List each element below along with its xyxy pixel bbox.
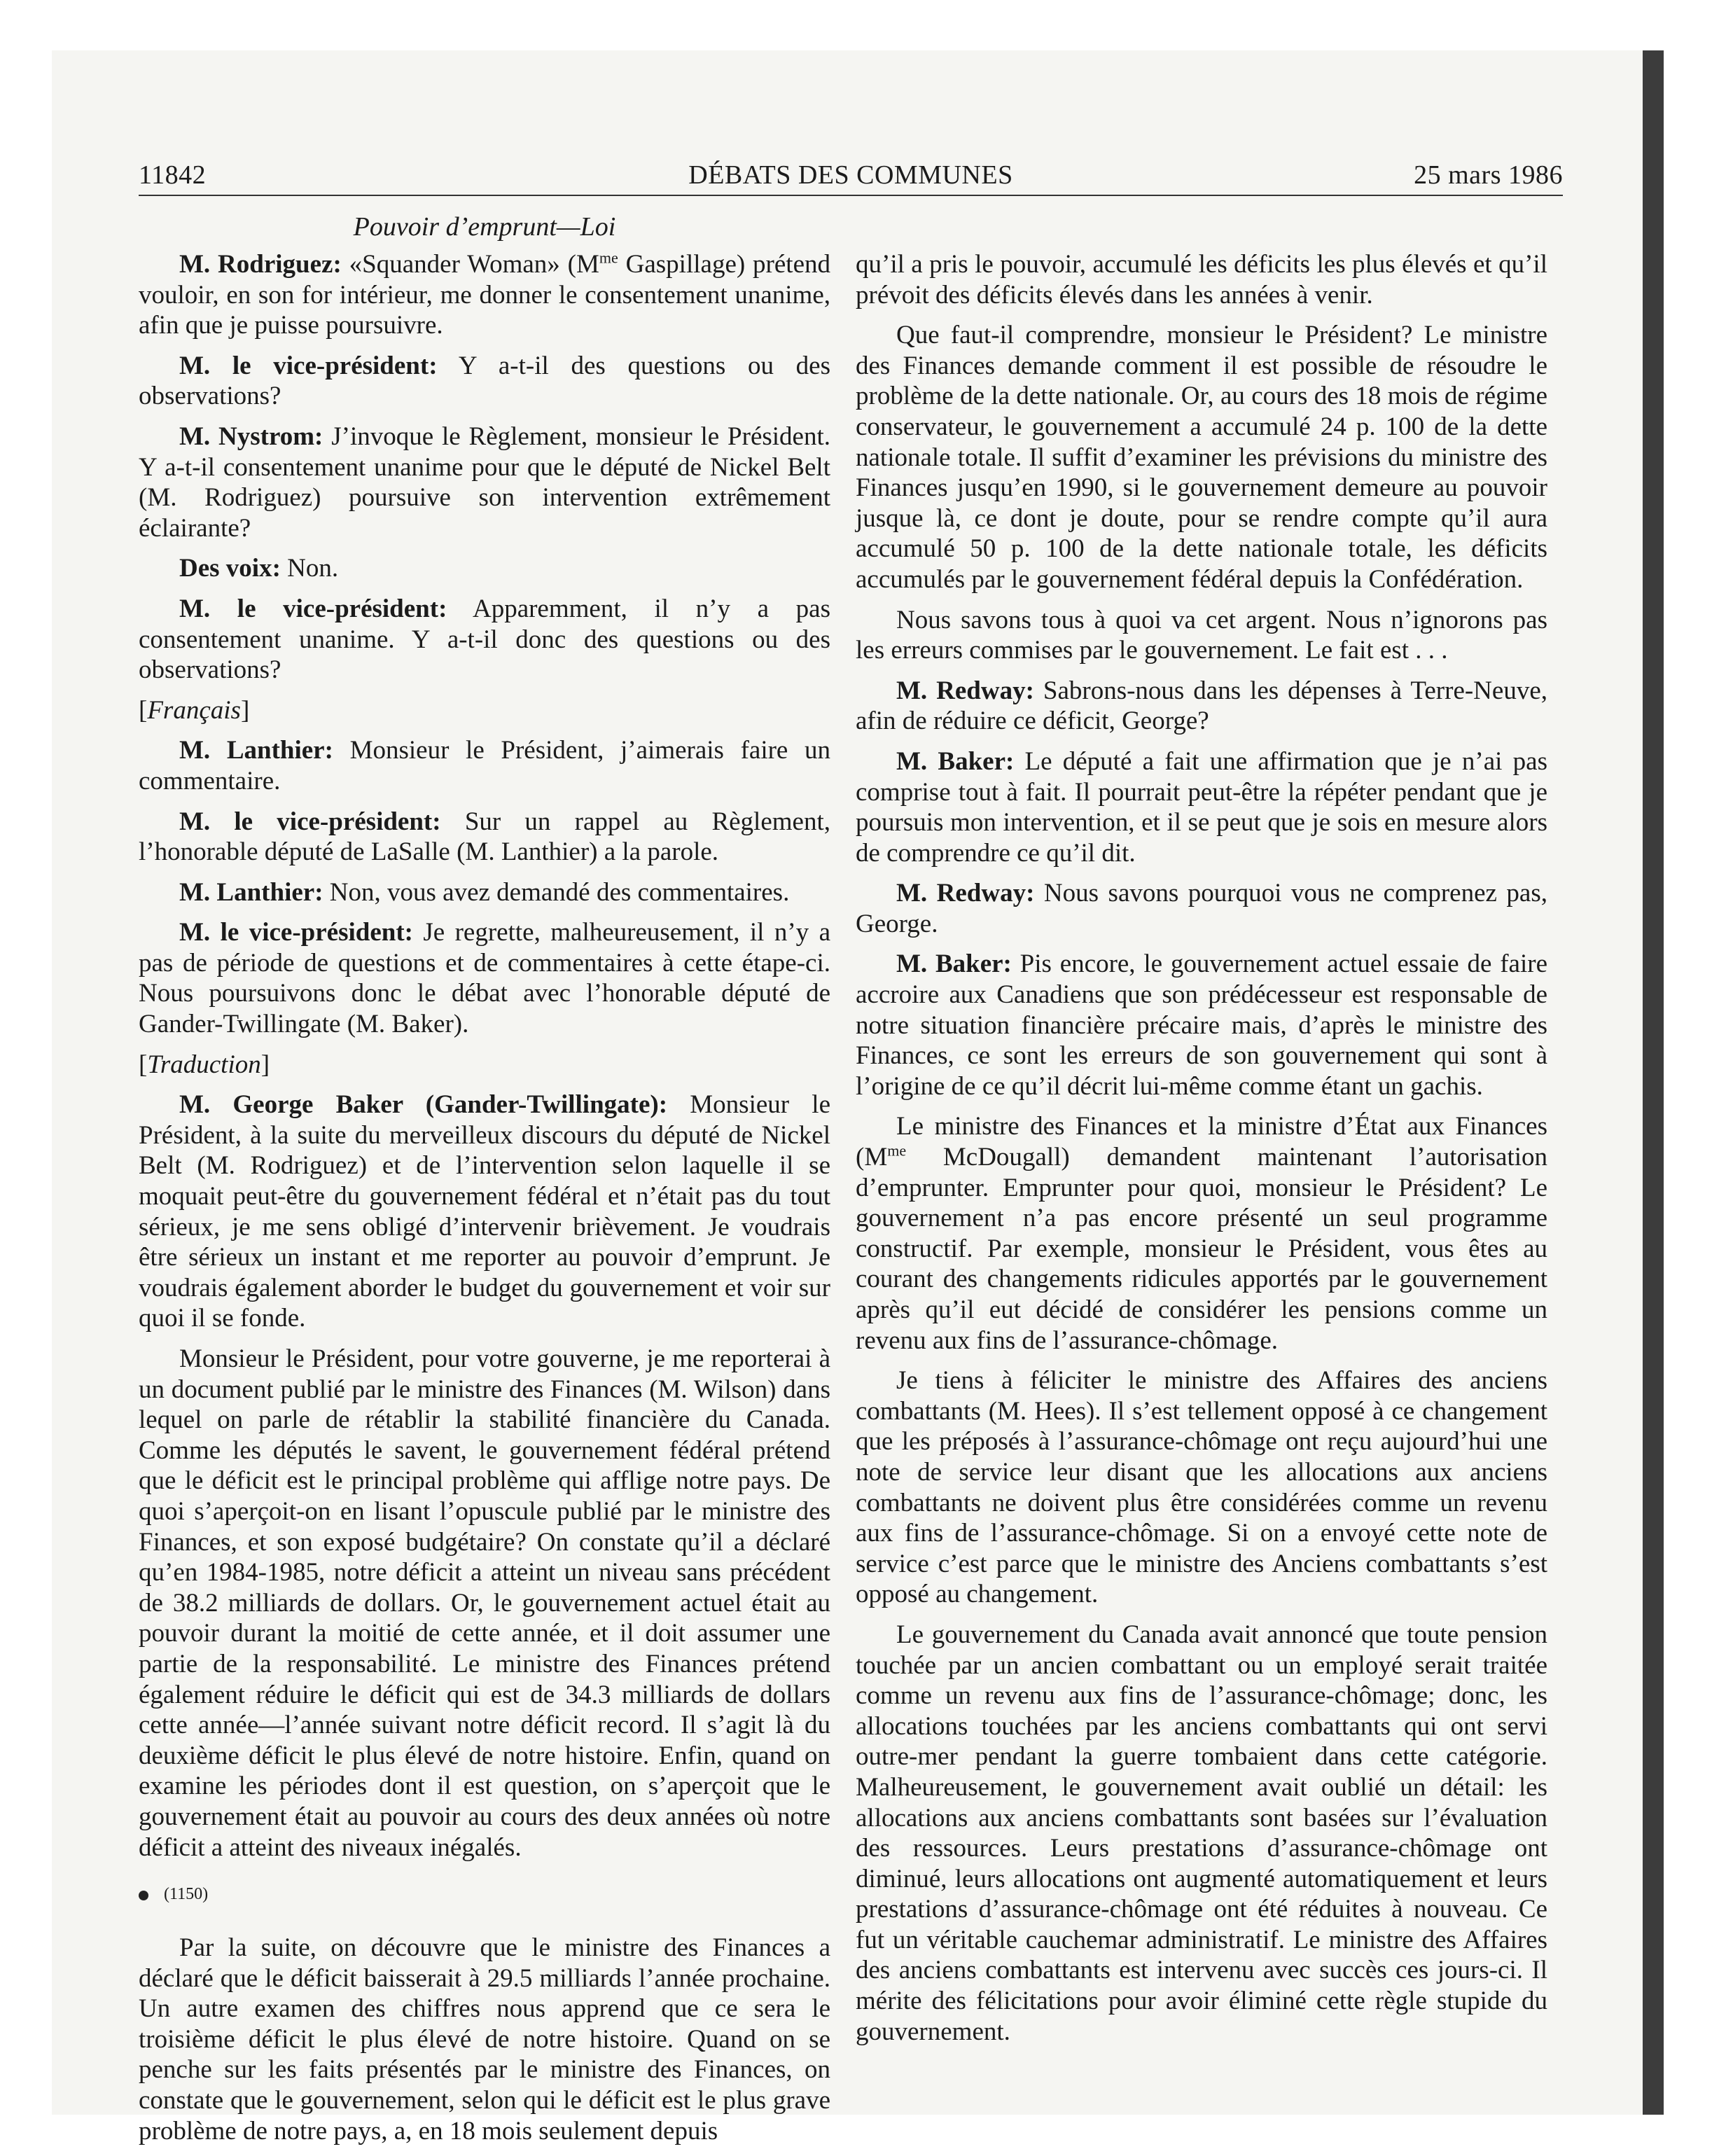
language-marker: [Traduction] <box>139 1050 270 1079</box>
time-marker: (1150) <box>139 1884 830 1905</box>
speaker-name: M. Lanthier: <box>179 877 323 907</box>
paragraph: M. Lanthier: Monsieur le Président, j’aimerais faire un commentaire. <box>139 736 831 795</box>
paragraph: Monsieur le Président, pour votre gouverne, je me reporterai à un document publié par le ministre des Finances (M. Wilson) dans lequel on parle de rétablir la stabilité financière du Canada. Comme les députés le savent, le gouvernement fédéral prétend que le déficit est le principal problème qui afflige notre pays. De quoi s’aperçoit-on en lisant l’opuscule publié par le ministre des Finances, et son exposé budgétaire? On constate qu’il a déclaré qu’en 1984-1985, notre déficit a atteint un niveau sans précédent de 38.2 milliards de dollars. Or, le gouvernement actuel était au pouvoir durant la moitié de cette année, et il doit assumer une partie de la responsabilité. Le ministre des Finances prétend également réduire le déficit qui est de 34.3 milliards de dollars cette année—l’année suivant notre déficit record. Il s’agit là du deuxième déficit le plus élevé de notre histoire. Enfin, quand on examine les périodes dont il est question, on s’aperçoit que le gouvernement était au pouvoir au cours des deux années où notre déficit a atteint des niveaux inégalés. <box>139 1344 830 1862</box>
language-marker: [Français] <box>139 695 250 725</box>
paragraph: Je tiens à féliciter le ministre des Affaires des anciens combattants (M. Hees). Il s’est tellement opposé à ce changement que les préposés à l’assurance-chômage ont reçu aujourd’hui une note de service leur disant que les allocations aux anciens combattants ne doivent plus être considérées comme un revenu aux fins de l’assurance-chômage. Si on a envoyé cette note de service c’est parce que le ministre des Anciens combattants s’est opposé au changement. <box>856 1366 1547 1609</box>
paragraph: M. George Baker (Gander-Twillingate): Monsieur le Président, à la suite du merveilleux discours du député de Nickel Belt (M. Rodriguez) et de l’intervention selon laquelle il se moquait peut-être du gouvernement fédéral et n’était pas du tout sérieux, je me sens obligé d’intervenir brièvement. Je voudrais être sérieux un instant et me reporter au pouvoir d’emprunt. Je voudrais également aborder le budget du gouvernement et voir sur quoi il se fonde. <box>139 1090 830 1333</box>
paragraph: Le ministre des Finances et la ministre d’État aux Finances ($M^{me}$ McDougall) demandent maintenant l’autorisation d’emprunter. Emprunter pour quoi, monsieur le Président? Le gouvernement n’a pas encore présenté un seul programme constructif. Par exemple, monsieur le Président, vous êtes au courant des changements ridicules apportés par le gouvernement après qu’il eut décidé de considérer les pensions comme un revenu aux fins de l’assurance-chômage. <box>856 1112 1547 1355</box>
publication-date: 25 mars 1986 <box>1414 160 1563 190</box>
publication-title: DÉBATS DES COMMUNES <box>688 160 1013 190</box>
paragraph: qu’il a pris le pouvoir, accumulé les déficits les plus élevés et qu’il prévoit des déficits élevés dans les années à venir. <box>856 250 1547 310</box>
paragraph: M. Baker: Pis encore, le gouvernement actuel essaie de faire accroire aux Canadiens que son prédécesseur est responsable de notre situation financière précaire mais, d’après le ministre des Finances, ce sont les erreurs de son gouvernement qui sont à l’origine de ce qu’il décrit lui-même comme étant un gachis. <box>856 950 1547 1101</box>
paragraph: M. le vice-président: Apparemment, il n’y a pas consentement unanime. Y a-t-il donc des questions ou des observations? <box>139 594 830 685</box>
left-column <box>139 249 830 2156</box>
paragraph: M. le vice-président: Y a-t-il des questions ou des observations? <box>139 351 830 411</box>
paragraph: M. Rodriguez: «Squander Woman» ($M^{me}$ Gaspillage) prétend vouloir, en son for intérieur, me donner le consentement unanime, afin que je puisse poursuivre. <box>139 249 830 340</box>
speaker-name: M. le vice-président: <box>179 351 438 380</box>
speaker-name: M. Baker: <box>896 746 1015 776</box>
speaker-name: M. Redway: <box>896 879 1035 908</box>
paragraph: M. Nystrom: J’invoque le Règlement, monsieur le Président. Y a-t-il consentement unanime pour que le député de Nickel Belt (M. Rodriguez) poursuive son intervention extrêmement éclairante? <box>139 422 830 543</box>
paragraph: Que faut-il comprendre, monsieur le Président? Le ministre des Finances demande comment il est possible de résoudre le problème de la dette nationale. Or, au cours des 18 mois de régime conservateur, le gouvernement a accumulé 24 p. 100 de la dette nationale totale. Il suffit d’examiner les prévisions du ministre des Finances jusqu’en 1990, si le gouvernement demeure au pouvoir jusque là, ce dont je doute, pour se rendre compte qu’il aura accumulé 50 p. 100 de la dette nationale totale, les déficits accumulés par le gouvernement fédéral depuis la Confédération. <box>856 321 1547 594</box>
speaker-name: M. le vice-président: <box>179 918 413 947</box>
page-number: 11842 <box>139 160 207 190</box>
header-rule <box>139 195 1563 196</box>
page-edge-shadow <box>1643 50 1664 2115</box>
bullet-dot-icon <box>139 1891 148 1900</box>
right-column <box>856 249 1547 2057</box>
paragraph: M. le vice-président: Sur un rappel au Règlement, l’honorable député de LaSalle (M. Lanthier) a la parole. <box>139 807 830 867</box>
speaker-name: M. Baker: <box>896 950 1012 979</box>
paragraph: Par la suite, on découvre que le ministre des Finances a déclaré que le déficit baisserait à 29.5 milliards l’année prochaine. Un autre examen des chiffres nous apprend que ce sera le troisième déficit le plus élevé de notre histoire. Quand on se penche sur les faits présentés par le ministre des Finances, on constate que le gouvernement, selon qui le déficit est le plus grave problème de notre pays, a, en 18 mois seulement depuis <box>139 1933 830 2145</box>
section-title: Pouvoir d’emprunt—Loi <box>353 212 616 242</box>
paragraph: M. Redway: Nous savons pourquoi vous ne comprenez pas, George. <box>856 879 1548 938</box>
speaker-name: M. Lanthier: <box>179 736 333 765</box>
paragraph: M. le vice-président: Je regrette, malheureusement, il n’y a pas de période de questions et de commentaires à cette étape-ci. Nous poursuivons donc le débat avec l’honorable député de Gander-Twillingate (M. Baker). <box>139 918 830 1039</box>
paragraph: M. Redway: Sabrons-nous dans les dépenses à Terre-Neuve, afin de réduire ce déficit, George? <box>856 676 1548 736</box>
paragraph: Nous savons tous à quoi va cet argent. Nous n’ignorons pas les erreurs commises par le gouvernement. Le fait est . . . <box>856 605 1547 665</box>
speaker-name: M. Nystrom: <box>179 422 323 451</box>
speaker-name: M. Rodriguez: <box>179 250 342 279</box>
speaker-name: M. George Baker (Gander-Twillingate): <box>179 1090 668 1120</box>
paragraph: Des voix: Non. <box>179 554 339 583</box>
speaker-name: Des voix: <box>179 554 281 583</box>
speaker-name: M. le vice-président: <box>179 807 441 836</box>
paragraph: M. Lanthier: Non, vous avez demandé des commentaires. <box>179 877 790 907</box>
paragraph: Le gouvernement du Canada avait annoncé que toute pension touchée par un ancien combattant ou un employé serait traitée comme un revenu aux fins de l’assurance-chômage; donc, les allocations touchées par les anciens combattants qui ont servi outre-mer pendant la guerre tombaient dans cette catégorie. Malheureusement, le gouvernement avait oublié un détail: les allocations aux anciens combattants sont basées sur l’évaluation des ressources. Leurs prestations d’assurance-chômage ont diminué, leurs allocations ont augmenté automatiquement et leurs prestations d’assurance-chômage ont été réduites à nouveau. Ce fut un véritable cauchemar administratif. Le ministre des Affaires des anciens combattants est intervenu avec succès ces jours-ci. Il mérite des félicitations pour avoir éliminé cette règle stupide du gouvernement. <box>856 1620 1547 2046</box>
paragraph: M. Baker: Le député a fait une affirmation que je n’ai pas comprise tout à fait. Il pourrait peut-être la répéter pendant que je poursuis mon intervention, et il se peut que je sois en mesure alors de comprendre ce qu’il dit. <box>856 746 1547 868</box>
speaker-name: M. Redway: <box>896 676 1034 705</box>
speaker-name: M. le vice-président: <box>179 594 447 623</box>
